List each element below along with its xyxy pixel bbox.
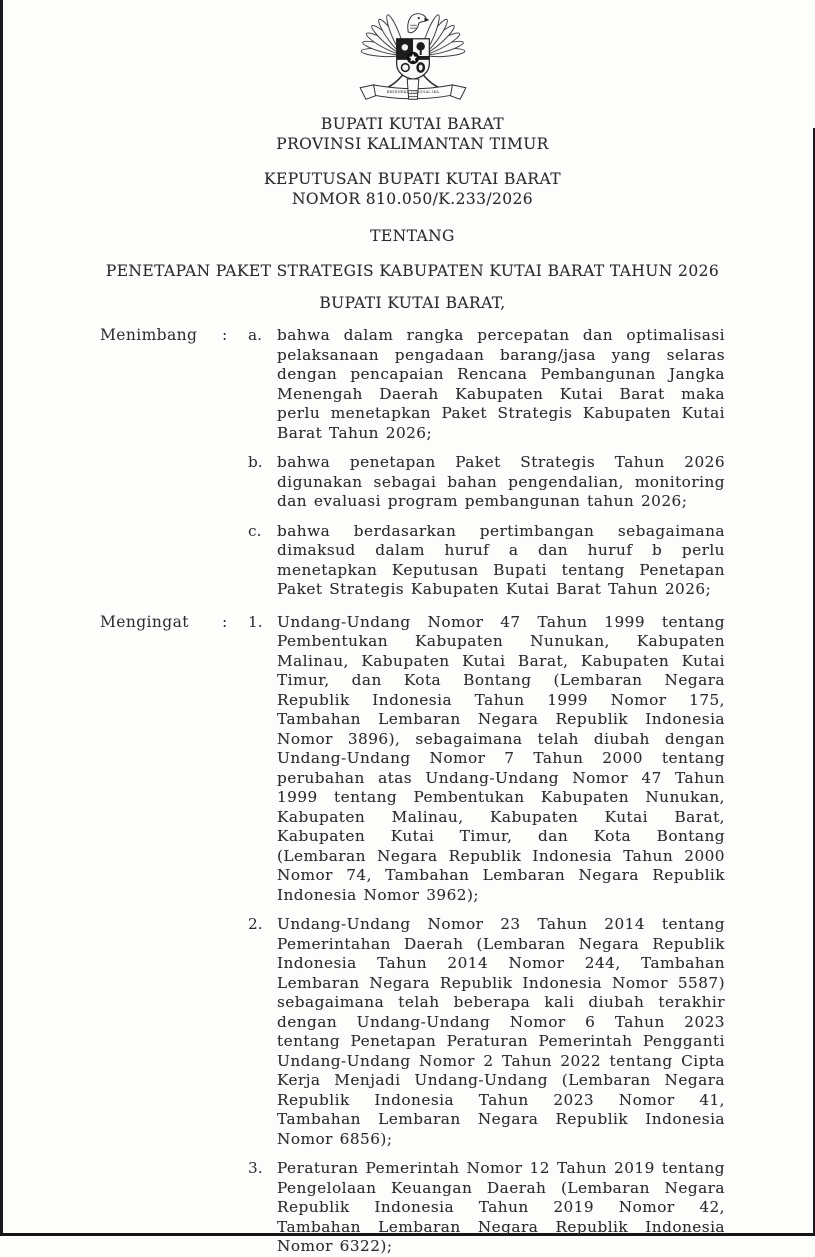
legal-basis-item-1 (248, 613, 725, 906)
item-text: Undang-Undang Nomor 23 Tahun 2014 tentang Pemerintahan Daerah (Lembaran Negara Republik Indonesia Tahun 2014 Nomor 244, Tambahan Lembaran Negara Republik Indonesia Nomor 5587) sebagaimana telah beberapa kali diubah terakhir dengan Undang-Undang Nomor 6 Tahun 2023 tentang Penetapan Peraturan Pemerintah Pengganti Undang-Undang Nomor 2 Tahun 2022 tentang Cipta Kerja Menjadi Undang-Undang (Lembaran Negara Republik Indonesia Tahun 2023 Nomor 41, Tambahan Lembaran Negara Republik Indonesia Nomor 6856); (277, 915, 725, 1148)
item-marker: c. (248, 521, 262, 540)
mengingat-colon: : (222, 612, 228, 631)
mengingat-section (100, 613, 725, 1257)
item-marker: a. (248, 326, 262, 344)
item-marker: 2. (248, 915, 263, 933)
garuda-pancasila-emblem (100, 0, 725, 106)
considering-item-c (248, 522, 725, 600)
province-line: PROVINSI KALIMANTAN TIMUR (276, 135, 549, 153)
menimbang-label: Menimbang (100, 326, 198, 344)
emblem-motto-text: BHINNEKA TUNGGAL IKA (386, 90, 439, 95)
considering-item-b (248, 453, 725, 512)
salutation-line: BUPATI KUTAI BARAT, (319, 294, 506, 312)
garuda-head (407, 14, 429, 33)
issuer-title: BUPATI KUTAI BARAT (320, 115, 505, 133)
decree-number: NOMOR 810.050/K.233/2026 (291, 190, 534, 208)
item-text: bahwa berdasarkan pertimbangan sebagaimana dimaksud dalam huruf a dan huruf b perlu menetapkan Keputusan Bupati tentang Penetapan Paket Strategis Kabupaten Kutai Barat Tahun 2026; (277, 521, 725, 598)
decree-heading: KEPUTUSAN BUPATI KUTAI BARAT (264, 170, 561, 188)
item-text: bahwa penetapan Paket Strategis Tahun 2026 digunakan sebagai bahan pengendalian, monitoring dan evaluasi program pembangunan tahun 2026; (277, 453, 725, 510)
item-marker: b. (248, 453, 263, 471)
considering-item-a (248, 326, 725, 443)
document-content (100, 0, 725, 1257)
item-marker: 1. (248, 612, 263, 631)
item-text: bahwa dalam rangka percepatan dan optimalisasi pelaksanaan pengadaan barang/jasa yang selaras dengan pencapaian Rencana Pembangunan Jangka Menengah Daerah Kabupaten Kutai Barat maka perlu menetapkan Paket Strategis Kabupaten Kutai Barat Tahun 2026; (277, 326, 725, 442)
mengingat-label: Mengingat (100, 612, 189, 631)
garuda-emblem-graphic (350, 6, 476, 106)
item-text: Peraturan Pemerintah Nomor 12 Tahun 2019 tentang Pengelolaan Keuangan Daerah (Lembaran Negara Republik Indonesia Tahun 2019 Nomor 42, Tambahan Lembaran Negara Republik Indonesia Nomor 6322); (277, 1159, 725, 1255)
tentang-heading: TENTANG (370, 227, 455, 245)
scan-edge-left (0, 0, 3, 1236)
pancasila-shield (396, 39, 429, 79)
item-marker: 3. (248, 1159, 263, 1177)
legal-basis-item-2 (248, 915, 725, 1149)
item-text: Undang-Undang Nomor 47 Tahun 1999 tentang Pembentukan Kabupaten Nunukan, Kabupaten Malinau, Kabupaten Kutai Barat, Kabupaten Kutai Timur, dan Kota Bontang (Lembaran Negara Republik Indonesia Tahun 1999 Nomor 175, Tambahan Lembaran Negara Republik Indonesia Nomor 3896), sebagaimana telah diubah dengan Undang-Undang Nomor 7 Tahun 2000 tentang perubahan atas Undang-Undang Nomor 47 Tahun 1999 tentang Pembentukan Kabupaten Nunukan, Kabupaten Malinau, Kabupaten Kutai Barat, Kabupaten Kutai Timur, dan Kota Bontang (Lembaran Negara Republik Indonesia Tahun 2000 Nomor 74, Tambahan Lembaran Negara Republik Indonesia Nomor 3962); (277, 612, 725, 904)
subject-title: PENETAPAN PAKET STRATEGIS KABUPATEN KUTAI BARAT TAHUN 2026 (105, 262, 720, 280)
menimbang-colon: : (222, 326, 228, 344)
menimbang-section (100, 326, 725, 600)
